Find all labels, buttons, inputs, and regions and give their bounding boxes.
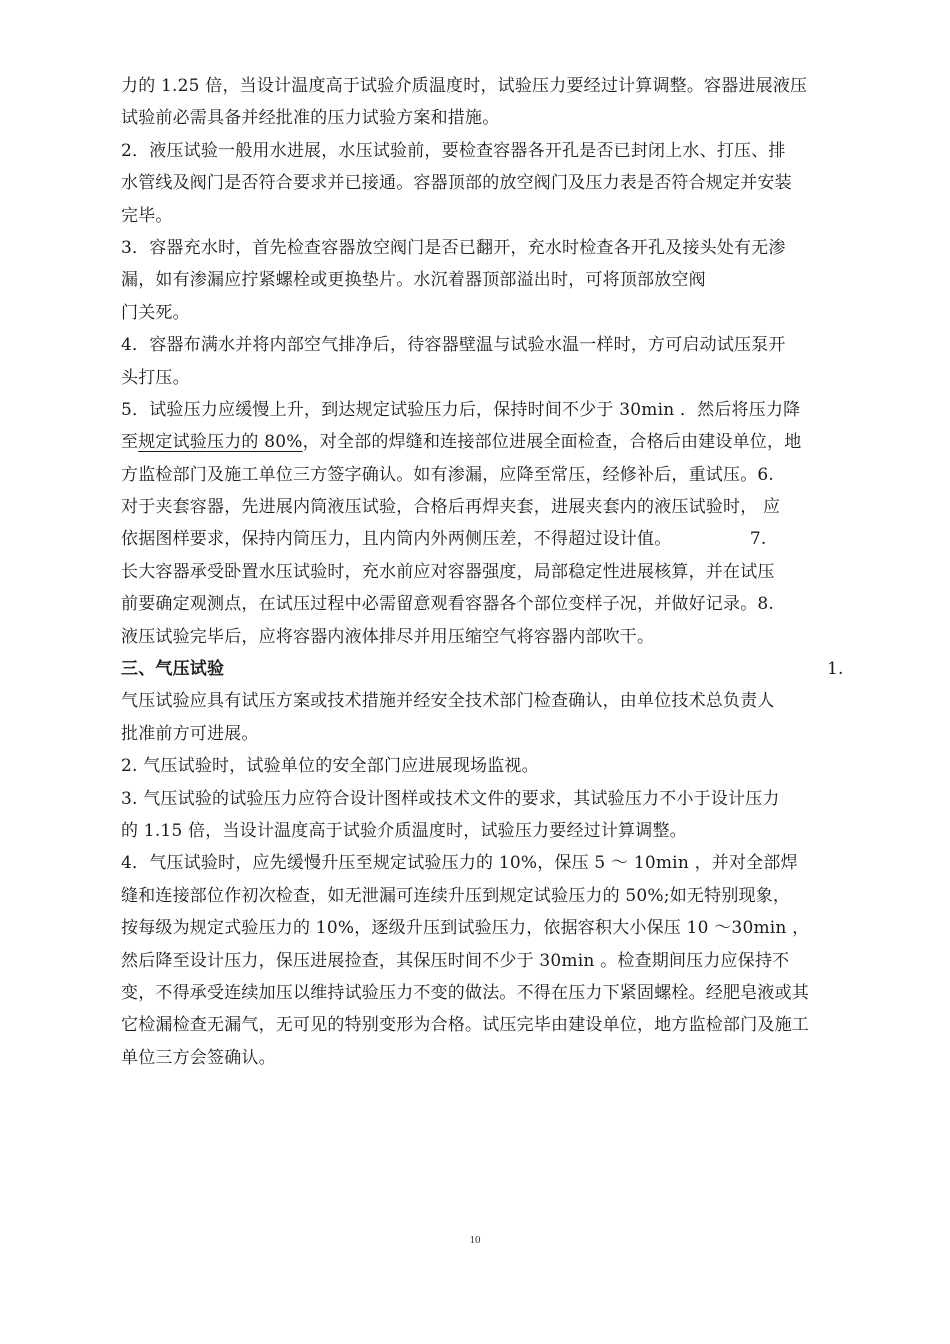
text-line: 5．试验压力应缓慢上升，到达规定试验压力后，保持时间不少于 30min ．然后将压力降 — [121, 399, 801, 420]
text-line: 3. 气压试验的试验压力应符合设计图样或技术文件的要求，其试验压力不小于设计压力 — [121, 788, 780, 809]
text-line: 的 1.15 倍，当设计温度高于试验介质温度时，试验压力要经过计算调整。 — [121, 820, 687, 841]
text-line: 液压试验完毕后，应将容器内液体排尽并用压缩空气将容器内部吹干。 — [121, 626, 655, 647]
text-line: 前要确定观测点，在试压过程中必需留意观看容器各个部位变样子况，并做好记录。8. — [121, 594, 775, 615]
text-line: 长大容器承受卧置水压试验时，充水前应对容器强度，局部稳定性进展核算，并在试压 — [121, 561, 775, 582]
text-line: 单位三方会签确认。 — [121, 1047, 276, 1068]
text-line: 2. 气压试验时，试验单位的安全部门应进展现场监视。 — [121, 756, 539, 777]
text-segment: ，对全部的焊缝和连接部位进展全面检查，合格后由建设单位，地 — [302, 432, 802, 453]
text-line: 4．容器布满水并将内部空气排净后，待容器壁温与试验水温一样时，方可启动试压泵开 — [121, 335, 786, 356]
text-line: 它检漏检查无漏气，无可见的特别变形为合格。试压完毕由建设单位，地方监检部门及施工 — [121, 1015, 809, 1036]
text-line: 漏，如有渗漏应拧紧螺栓或更换垫片。水沉着器顶部溢出时，可将顶部放空阀 — [121, 270, 706, 291]
text-line: 头打压。 — [121, 367, 190, 388]
text-line — [121, 426, 861, 458]
text-line: 2．液压试验一般用水进展，水压试验前，要检查容器各开孔是否已封闭上水、打压、排 — [121, 140, 786, 161]
text-line: 完毕。 — [121, 205, 173, 226]
text-line: 门关死。 — [121, 302, 190, 323]
section-heading-line — [121, 653, 861, 685]
text-line: 按每级为规定式验压力的 10%，逐级升压到试验压力，依据容积大小保压 10 ～30min ， — [121, 918, 810, 939]
text-line: 气压试验应具有试压方案或技术措施并经安全技术部门检查确认，由单位技术总负责人 — [121, 691, 775, 712]
document-body — [121, 70, 861, 1074]
text-line: 4．气压试验时，应先缓慢升压至规定试验压力的 10%，保压 5 ～ 10min ，并对全部焊 — [121, 853, 798, 874]
list-number: 1. — [827, 659, 844, 680]
text-line: 缝和连接部位作初次检查，如无泄漏可连续升压到规定试验压力的 50%;如无特别现象， — [121, 885, 791, 906]
text-line: 方监检部门及施工单位三方签字确认。如有渗漏，应降至常压，经修补后，重试压。6. — [121, 464, 775, 485]
text-line: 3．容器充水时，首先检查容器放空阀门是否已翻开，充水时检查各开孔及接头处有无渗 — [121, 237, 786, 258]
text-line: 试验前必需具备并经批准的压力试验方案和措施。 — [121, 108, 500, 129]
underlined-text: 规定试验压力的 80% — [138, 432, 303, 453]
text-line: 依据图样要求，保持内筒压力，且内筒内外两侧压差，不得超过设计值。 7. — [121, 529, 767, 550]
text-line: 力的 1.25 倍，当设计温度高于试验介质温度时，试验压力要经过计算调整。容器进展液压 — [121, 76, 808, 96]
text-line: 变，不得承受连续加压以维持试验压力不变的做法。不得在压力下紧固螺栓。经肥皂液或其 — [121, 982, 809, 1003]
text-line: 水管线及阀门是否符合要求并已接通。容器顶部的放空阀门及压力表是否符合规定并安装 — [121, 173, 792, 194]
text-line: 然后降至设计压力，保压进展捡查，其保压时间不少于 30min 。检查期间压力应保持不 — [121, 950, 790, 971]
section-heading: 三、气压试验 — [121, 659, 225, 680]
text-line: 对于夹套容器，先进展内筒液压试验，合格后再焊夹套，进展夹套内的液压试验时， 应 — [121, 497, 781, 518]
text-segment: 至 — [121, 432, 139, 453]
text-line: 批准前方可进展。 — [121, 723, 259, 744]
page-number: 10 — [469, 1234, 481, 1246]
